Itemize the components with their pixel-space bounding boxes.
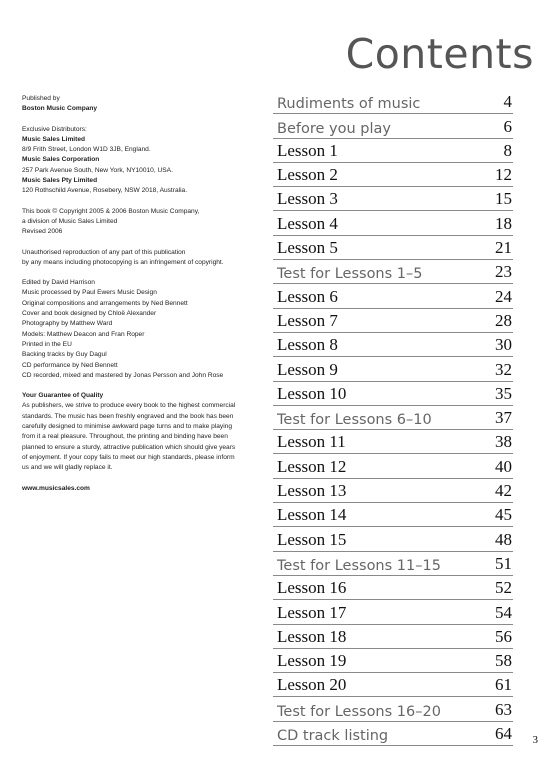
toc-entry[interactable]: [273, 697, 513, 721]
guarantee-block: [22, 391, 262, 473]
contents-list: [273, 90, 513, 746]
toc-entry[interactable]: [273, 90, 513, 114]
toc-entry[interactable]: [273, 552, 513, 576]
credit-line: Music processed by Paul Ewers Music Design: [22, 289, 157, 297]
toc-entry-page: 32: [495, 359, 512, 379]
toc-entry-label: Lesson 5: [277, 238, 338, 258]
toc-entry-page: 15: [495, 189, 512, 209]
distributor-2-address: 257 Park Avenue South, New York, NY10010, USA.: [22, 166, 173, 174]
credit-line: Original compositions and arrangements by Ned Bennett: [22, 299, 188, 307]
unauthorised-notice: by any means including photocopying is an infringement of copyright.: [22, 258, 224, 266]
toc-entry-label: Test for Lessons 11–15: [277, 557, 441, 574]
credit-line: Models: Matthew Deacon and Fran Roper: [22, 330, 145, 338]
guarantee-line: of enjoyment. If your copy fails to meet our high standards, please inform: [22, 453, 235, 461]
toc-entry-label: Lesson 11: [277, 432, 346, 452]
published-by-label: Published by: [22, 95, 60, 102]
toc-entry-page: 24: [495, 286, 512, 306]
guarantee-line: from it a real pleasure. Throughout, the printing and binding have been: [22, 433, 228, 441]
toc-entry-page: 45: [495, 505, 512, 525]
page-title: Contents: [345, 30, 534, 78]
credit-line: Backing tracks by Guy Dagul: [22, 351, 107, 359]
toc-entry-label: Before you play: [277, 120, 391, 137]
toc-entry[interactable]: [273, 479, 513, 503]
credit-line: CD performance by Ned Bennett: [22, 361, 118, 369]
toc-entry-page: 28: [495, 310, 512, 330]
toc-entry[interactable]: [273, 527, 513, 551]
toc-entry-label: Rudiments of music: [277, 96, 421, 113]
credit-line: Edited by David Harrison: [22, 279, 95, 287]
toc-entry-label: Test for Lessons 1–5: [277, 266, 423, 283]
toc-entry-page: 12: [495, 165, 512, 185]
toc-entry[interactable]: [273, 187, 513, 211]
toc-entry-page: 42: [495, 481, 512, 501]
publisher-name: Boston Music Company: [22, 105, 98, 113]
toc-entry-label: Lesson 3: [277, 189, 338, 209]
distributor-2-name: Music Sales Corporation: [22, 156, 100, 164]
toc-entry[interactable]: [273, 284, 513, 308]
toc-entry[interactable]: [273, 673, 513, 697]
toc-entry-label: CD track listing: [277, 728, 389, 745]
toc-entry[interactable]: [273, 430, 513, 454]
toc-entry-page: 64: [495, 724, 512, 744]
toc-entry-page: 40: [495, 456, 512, 476]
toc-entry-label: Lesson 17: [277, 602, 347, 622]
toc-entry[interactable]: [273, 357, 513, 381]
toc-entry-label: Lesson 14: [277, 505, 347, 525]
toc-entry-label: Lesson 19: [277, 651, 347, 671]
toc-entry[interactable]: [273, 625, 513, 649]
toc-entry-page: 21: [495, 238, 512, 258]
unauthorised-notice: Unauthorised reproduction of any part of this publication: [22, 248, 186, 256]
toc-entry-label: Lesson 12: [277, 456, 347, 476]
toc-entry-page: 52: [495, 578, 512, 598]
toc-entry-label: Lesson 1: [277, 140, 338, 160]
toc-entry-page: 61: [495, 675, 512, 695]
toc-entry[interactable]: [273, 382, 513, 406]
toc-entry-label: Lesson 13: [277, 481, 347, 501]
page-number: 3: [532, 734, 538, 746]
toc-entry-label: Lesson 16: [277, 578, 347, 598]
toc-entry[interactable]: [273, 503, 513, 527]
toc-entry-label: Test for Lessons 16–20: [277, 703, 441, 720]
toc-entry-page: 38: [495, 432, 512, 452]
toc-entry-page: 54: [495, 602, 512, 622]
toc-entry[interactable]: [273, 722, 513, 746]
copyright-line: Revised 2006: [22, 228, 63, 236]
toc-entry-label: Lesson 6: [277, 286, 338, 306]
toc-entry-label: Lesson 8: [277, 335, 338, 355]
toc-entry-page: 35: [495, 383, 512, 403]
guarantee-line: us and we will gladly replace it.: [22, 464, 113, 472]
guarantee-line: As publishers, we strive to produce every book to the highest commercial: [22, 402, 236, 410]
toc-entry-page: 48: [495, 529, 512, 549]
toc-entry[interactable]: [273, 211, 513, 235]
distributors-label: Exclusive Distributors:: [22, 125, 87, 133]
copyright-line: a division of Music Sales Limited: [22, 217, 118, 225]
guarantee-line: carefully designed to minimise awkward page turns and to make playing: [22, 423, 233, 431]
toc-entry-label: Lesson 2: [277, 165, 338, 185]
toc-entry-page: 6: [503, 116, 512, 136]
toc-entry-page: 23: [495, 262, 512, 282]
distributor-1-address: 8/9 Frith Street, London W1D 3JB, England.: [22, 146, 151, 154]
toc-entry-page: 58: [495, 651, 512, 671]
toc-entry[interactable]: [273, 260, 513, 284]
distributor-3-name: Music Sales Pty Limited: [22, 177, 98, 185]
toc-entry[interactable]: [273, 309, 513, 333]
toc-entry-label: Lesson 18: [277, 626, 347, 646]
toc-entry[interactable]: [273, 576, 513, 600]
copyright-line: This book © Copyright 2005 & 2006 Boston Music Company,: [22, 207, 200, 215]
imprint-block: [22, 94, 262, 504]
toc-entry[interactable]: [273, 236, 513, 260]
credit-line: CD recorded, mixed and mastered by Jonas Persson and John Rose: [22, 371, 224, 379]
toc-entry-label: Lesson 15: [277, 529, 347, 549]
toc-entry[interactable]: [273, 139, 513, 163]
toc-entry-label: Lesson 7: [277, 310, 338, 330]
toc-entry[interactable]: [273, 333, 513, 357]
credit-line: Photography by Matthew Ward: [22, 320, 113, 328]
toc-entry-page: 63: [495, 699, 512, 719]
toc-entry[interactable]: [273, 406, 513, 430]
toc-entry-label: Lesson 10: [277, 383, 347, 403]
toc-entry[interactable]: [273, 163, 513, 187]
toc-entry-page: 37: [495, 408, 512, 428]
toc-entry[interactable]: [273, 600, 513, 624]
toc-entry-label: Test for Lessons 6–10: [277, 412, 432, 429]
credit-line: Printed in the EU: [22, 340, 72, 348]
toc-entry-page: 18: [495, 213, 512, 233]
toc-entry-page: 8: [503, 140, 512, 160]
guarantee-title: Your Guarantee of Quality: [22, 392, 104, 400]
guarantee-line: planned to ensure a sturdy, attractive publication which should give years: [22, 443, 236, 451]
toc-entry[interactable]: [273, 649, 513, 673]
distributor-1-name: Music Sales Limited: [22, 135, 86, 143]
credit-line: Cover and book designed by Chloë Alexander: [22, 310, 157, 318]
toc-entry-label: Lesson 9: [277, 359, 338, 379]
toc-entry-page: 56: [495, 626, 512, 646]
toc-entry-label: Lesson 4: [277, 213, 338, 233]
distributor-3-address: 120 Rothschild Avenue, Rosebery, NSW 2018, Australia.: [22, 187, 188, 195]
toc-entry-page: 4: [503, 92, 512, 112]
toc-entry[interactable]: [273, 114, 513, 138]
guarantee-line: standards. The music has been freshly engraved and the book has been: [22, 412, 234, 420]
toc-entry-page: 30: [495, 335, 512, 355]
toc-entry-page: 51: [495, 553, 512, 573]
toc-entry-label: Lesson 20: [277, 675, 347, 695]
toc-entry[interactable]: [273, 454, 513, 478]
website-link[interactable]: www.musicsales.com: [22, 484, 90, 492]
credits-list: [22, 278, 262, 381]
